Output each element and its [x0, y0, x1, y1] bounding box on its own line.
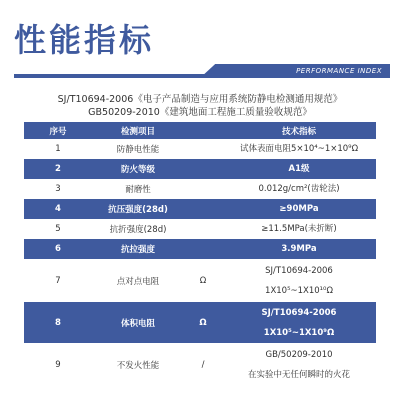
row-value: [222, 159, 376, 179]
table-row: [24, 343, 376, 386]
row-number: 4: [24, 199, 92, 219]
row-number: 8: [24, 302, 92, 343]
row-item: 不发火性能: [92, 343, 184, 386]
header-item: 检测项目: [92, 122, 184, 139]
page-title: 性能指标: [14, 21, 155, 59]
row-value: [222, 179, 376, 199]
row-value-line: 1X10⁵~1X10¹⁰Ω: [265, 285, 333, 296]
header-no: 序号: [24, 122, 92, 139]
row-value-line: A1级: [288, 164, 310, 174]
row-value-line: SJ/T10694-2006: [265, 265, 333, 276]
row-unit: /: [184, 343, 222, 386]
table-row: [24, 219, 376, 239]
row-number: 3: [24, 179, 92, 199]
row-value: [222, 219, 376, 239]
row-number: 1: [24, 139, 92, 159]
row-item: 防火等级: [92, 159, 184, 179]
standards-block: [0, 93, 400, 119]
row-number: 5: [24, 219, 92, 239]
row-value: [222, 302, 376, 343]
row-unit: [184, 179, 222, 199]
row-value: [222, 139, 376, 159]
table-row: [24, 302, 376, 343]
row-value: [222, 259, 376, 302]
spec-table: [24, 122, 376, 386]
table-row: [24, 179, 376, 199]
row-value: [222, 199, 376, 219]
row-value-line: SJ/T10694-2006: [261, 307, 337, 318]
row-unit: [184, 239, 222, 259]
standard-line: SJ/T10694-2006《电子产品制造与应用系统防静电检测通用规范》: [57, 94, 343, 105]
table-row: [24, 259, 376, 302]
table-header-row: [24, 122, 376, 139]
table-row: [24, 159, 376, 179]
table-row: [24, 139, 376, 159]
row-value-line: 试体表面电阻5×10⁴~1×10⁹Ω: [239, 144, 359, 154]
title-english: PERFORMANCE INDEX: [296, 67, 382, 75]
row-item: 抗拉强度: [92, 239, 184, 259]
header-unit: [184, 122, 222, 139]
row-unit: [184, 139, 222, 159]
row-number: 7: [24, 259, 92, 302]
row-value-line: GB/50209-2010: [265, 349, 333, 360]
row-item: 点对点电阻: [92, 259, 184, 302]
row-value-line: 3.9MPa: [281, 244, 317, 254]
table-row: [24, 199, 376, 219]
row-number: 9: [24, 343, 92, 386]
row-unit: Ω: [184, 259, 222, 302]
row-value-line: 在实验中无任何瞬时的火花: [247, 369, 350, 380]
row-unit: [184, 159, 222, 179]
row-value-line: 0.012g/cm²(齿轮法): [258, 184, 340, 194]
row-unit: [184, 219, 222, 239]
table-body: [24, 139, 376, 386]
row-item: 防静电性能: [92, 139, 184, 159]
standard-line: GB50209-2010《建筑地面工程施工质量验收规范》: [88, 107, 312, 118]
row-value: [222, 343, 376, 386]
row-unit: [184, 199, 222, 219]
row-number: 6: [24, 239, 92, 259]
row-value-line: ≥90MPa: [279, 204, 319, 214]
row-item: 抗压强度(28d): [92, 199, 184, 219]
row-value-line: 1X10⁵~1X10⁹Ω: [263, 327, 335, 338]
title-banner: [14, 8, 390, 82]
row-item: 抗折强度(28d): [92, 219, 184, 239]
row-number: 2: [24, 159, 92, 179]
row-value: [222, 239, 376, 259]
row-unit: Ω: [184, 302, 222, 343]
row-item: 体积电阻: [92, 302, 184, 343]
row-item: 耐磨性: [92, 179, 184, 199]
row-value-line: ≥11.5MPa(未折断): [261, 224, 337, 234]
header-value: 技术指标: [222, 122, 376, 139]
table-row: [24, 239, 376, 259]
